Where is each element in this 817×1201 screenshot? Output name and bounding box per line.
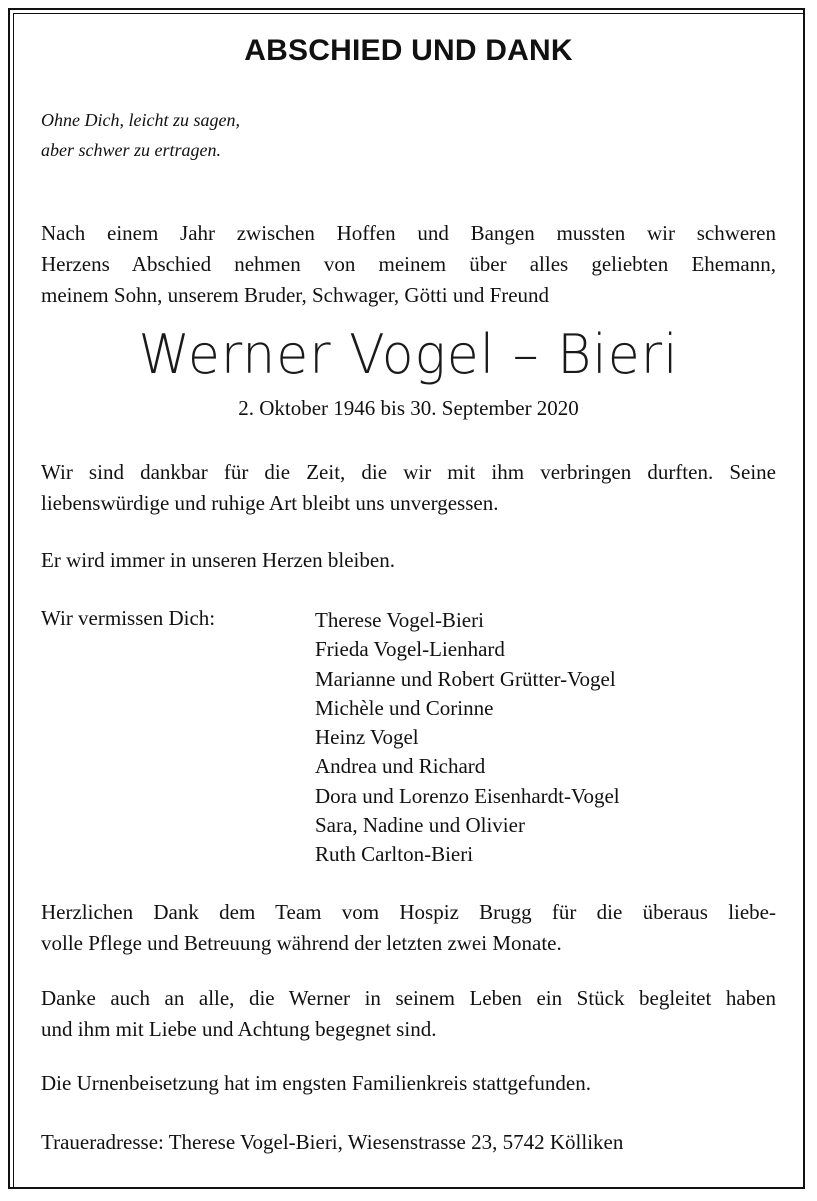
deceased-name: Werner Vogel – Bieri bbox=[138, 323, 679, 387]
notice-title: ABSCHIED UND DANK bbox=[244, 34, 573, 67]
mourner-name: Therese Vogel-Bieri bbox=[315, 608, 484, 632]
mourner-name: Sara, Nadine und Olivier bbox=[315, 813, 525, 838]
intro-line: meinem Sohn, unserem Bruder, Schwager, Götti und Freund bbox=[41, 283, 550, 307]
mourner-name: Dora und Lorenzo Eisenhardt-Vogel bbox=[315, 783, 620, 808]
gratitude-paragraph bbox=[41, 457, 776, 519]
hospiz-thanks-line: volle Pflege und Betreuung während der letzten zwei Monate. bbox=[41, 931, 562, 955]
mourners-label: Wir vermissen Dich: bbox=[41, 606, 216, 630]
address-line: Traueradresse: Therese Vogel-Bieri, Wiesenstrasse 23, 5742 Kölliken bbox=[41, 1130, 624, 1154]
intro-line: Nach einem Jahr zwischen Hoffen und Bangen mussten wir schweren bbox=[41, 221, 776, 245]
motto-line: Ohne Dich, leicht zu sagen, bbox=[41, 110, 240, 130]
intro-line: Herzens Abschied nehmen von meinem über alles geliebten Ehemann, bbox=[41, 252, 776, 276]
mourner-name: Marianne und Robert Grütter-Vogel bbox=[315, 666, 616, 691]
address-paragraph bbox=[41, 1127, 776, 1158]
motto-line: aber schwer zu ertragen. bbox=[41, 140, 221, 160]
mourner-name: Andrea und Richard bbox=[315, 754, 486, 779]
thanks-all-paragraph bbox=[41, 983, 776, 1045]
hospiz-thanks-paragraph bbox=[41, 897, 776, 959]
gratitude-line: liebenswürdige und ruhige Art bleibt uns unvergessen. bbox=[41, 491, 499, 515]
hearts-paragraph bbox=[41, 545, 776, 576]
mourner-name: Heinz Vogel bbox=[315, 725, 419, 750]
intro-paragraph bbox=[41, 218, 776, 311]
motto bbox=[41, 105, 240, 165]
burial-paragraph bbox=[41, 1068, 776, 1099]
mourner-name: Frieda Vogel-Lienhard bbox=[315, 637, 505, 662]
thanks-all-line: und ihm mit Liebe und Achtung begegnet sind. bbox=[41, 1017, 437, 1041]
hospiz-thanks-line: Herzlichen Dank dem Team vom Hospiz Brugg für die überaus liebe- bbox=[41, 900, 776, 924]
burial-line: Die Urnenbeisetzung hat im engsten Familienkreis stattgefunden. bbox=[41, 1071, 591, 1095]
thanks-all-line: Danke auch an alle, die Werner in seinem Leben ein Stück begleitet haben bbox=[41, 986, 776, 1010]
hearts-line: Er wird immer in unseren Herzen bleiben. bbox=[41, 548, 395, 572]
mourner-name: Michèle und Corinne bbox=[315, 695, 494, 720]
mourner-name: Ruth Carlton-Bieri bbox=[315, 842, 474, 867]
life-dates: 2. Oktober 1946 bis 30. September 2020 bbox=[238, 396, 579, 420]
mourners-list bbox=[315, 606, 620, 870]
gratitude-line: Wir sind dankbar für die Zeit, die wir mit ihm verbringen durften. Seine bbox=[41, 460, 776, 484]
